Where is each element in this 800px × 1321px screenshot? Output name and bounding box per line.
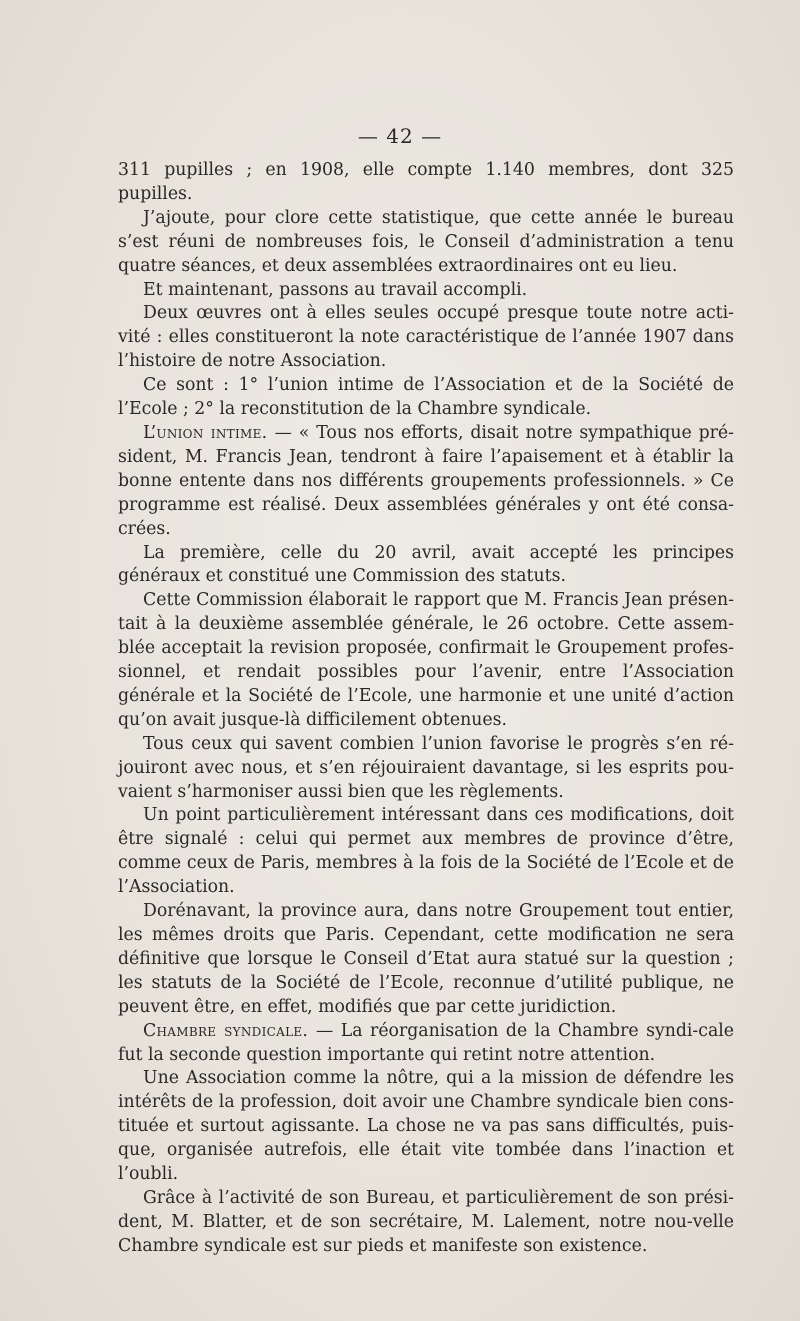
paragraph: Ce sont : 1° l’union intime de l’Association et de la Société de l’Ecole ; 2° la reconstitution de la Chambre syndicale. — [118, 375, 734, 420]
paragraph-text: — « Tous nos efforts, disait notre sympathique pré-sident, M. Francis Jean, tendront à faire l’apaisement et à établir la bonne entente dans nos différents groupements professionnels. » Ce programme est réalisé. Deux assemblées générales y ont été consa-crées. — [118, 422, 734, 539]
paragraph-chambre-syndicale — [118, 1020, 734, 1068]
section-heading: L’union intime. — [143, 422, 275, 443]
paragraph: La première, celle du 20 avril, avait accepté les principes généraux et constitué une Commission des statuts. — [118, 542, 734, 587]
paragraph: Une Association comme la nôtre, qui a la mission de défendre les intérêts de la profession, doit avoir une Chambre syndicale bien cons-tituée et surtout agissante. La chose ne va pas sans difficultés, puis-que, organisée autrefois, elle était vite tombée dans l’inaction et l’oubli. — [118, 1068, 734, 1185]
paragraph: Grâce à l’activité de son Bureau, et particulièrement de son prési-dent, M. Blatter, et de son secrétaire, M. Lalement, notre nou-velle Chambre syndicale est sur pieds et manifeste son existence. — [118, 1187, 734, 1256]
paragraph: Tous ceux qui savent combien l’union favorise le progrès s’en ré-jouiront avec nous, et s’en réjouiraient davantage, si les esprits pou-vaient s’harmoniser aussi bien que les règlements. — [118, 733, 734, 802]
paragraph: 311 pupilles ; en 1908, elle compte 1.140 membres, dont 325 pupilles. — [118, 160, 734, 204]
paragraph-text: — La réorganisation de la Chambre syndi-cale fut la seconde question importante qui retint notre attention. — [118, 1020, 735, 1065]
paragraph: Un point particulièrement intéressant dans ces modifications, doit être signalé : celui qui permet aux membres de province d’être, comme ceux de Paris, membres à la fois de la Société de l’Ecole et de l’Association. — [118, 805, 734, 898]
page-number: — 42 — — [357, 124, 443, 148]
paragraph-union-intime — [118, 422, 734, 542]
paragraph: Cette Commission élaborait le rapport que M. Francis Jean présen-tait à la deuxième assemblée générale, le 26 octobre. Cette assem-blée acceptait la revision proposée, confirmait le Groupement profes-sionnel, et rendait possibles pour l’avenir, entre l’Association générale et la Société de l’Ecole, une harmonie et une unité d’action qu’on avait jusque-là difficilement obtenues. — [118, 590, 734, 730]
section-heading: Chambre syndicale. — [143, 1020, 317, 1041]
body-text — [118, 159, 734, 1259]
paragraph: Dorénavant, la province aura, dans notre Groupement tout entier, les mêmes droits que Paris. Cependant, cette modification ne sera définitive que lorsque le Conseil d’Etat aura statué sur la question ; les statuts de la Société de l’Ecole, reconnue d’utilité publique, ne peuvent être, en effet, modifiés que par cette juridiction. — [118, 901, 734, 1017]
paragraph: J’ajoute, pour clore cette statistique, que cette année le bureau s’est réuni de nombreuses fois, le Conseil d’administration a tenu quatre séances, et deux assemblées extraordinaires ont eu lieu. — [118, 207, 734, 276]
paragraph: Et maintenant, passons au travail accompli. — [143, 279, 528, 300]
paragraph: Deux œuvres ont à elles seules occupé presque toute notre acti-vité : elles constitueront la note caractéristique de l’année 1907 dans l’histoire de notre Association. — [118, 303, 734, 372]
